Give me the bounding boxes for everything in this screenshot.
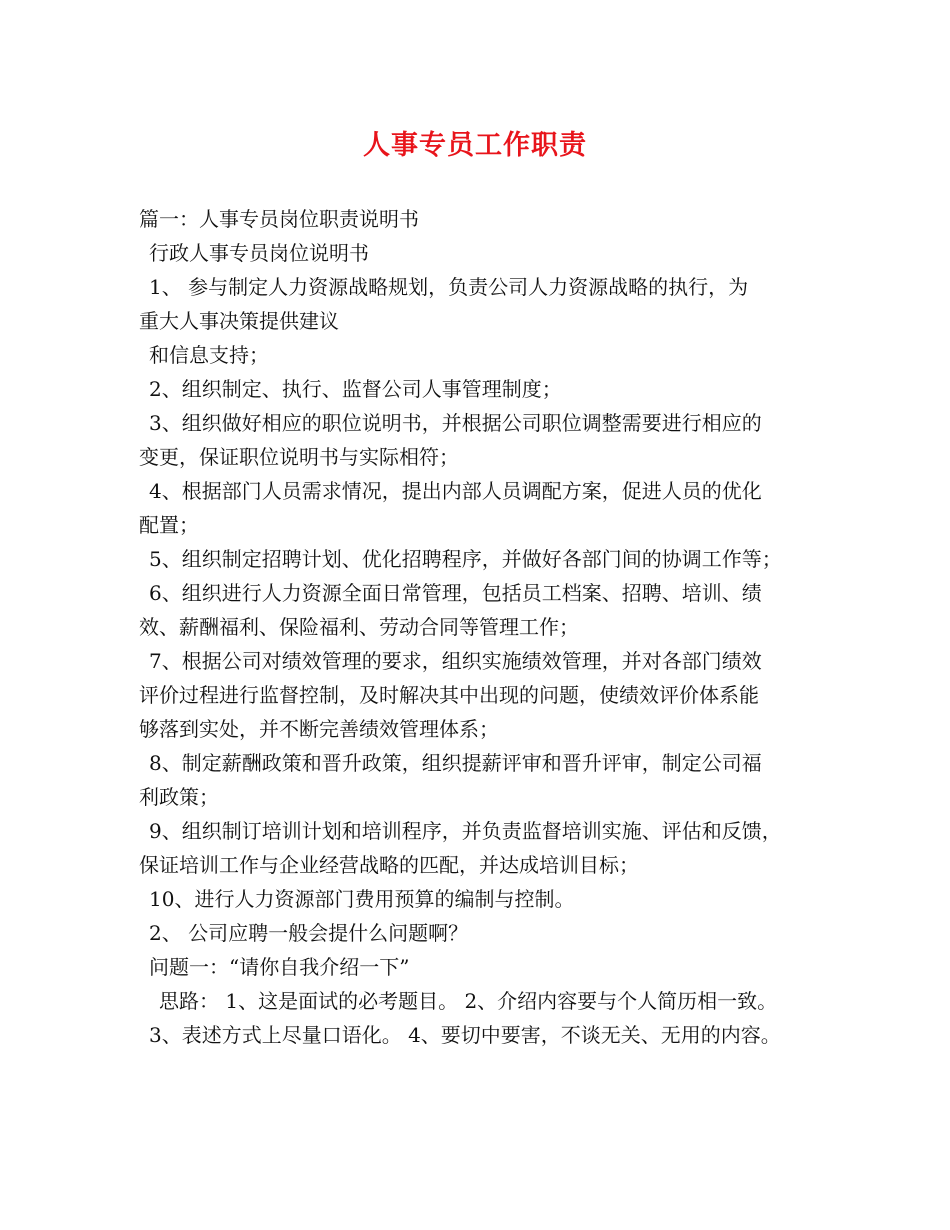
- list-item-line: 和信息支持；: [149, 343, 269, 367]
- list-item-line: 评价过程进行监督控制，及时解决其中出现的问题，使绩效评价体系能: [139, 683, 759, 707]
- subsection-heading: 行政人事专员岗位说明书: [149, 241, 369, 265]
- document-title: 人事专员工作职责: [363, 130, 587, 161]
- list-item-line: 3、组织做好相应的职位说明书，并根据公司职位调整需要进行相应的: [149, 411, 762, 435]
- list-item-line: 保证培训工作与企业经营战略的匹配，并达成培训目标；: [139, 853, 639, 877]
- list-item-line: 利政策；: [139, 785, 219, 809]
- list-item-line: 够落到实处，并不断完善绩效管理体系；: [139, 717, 499, 741]
- list-item-line: 8、制定薪酬政策和晋升政策，组织提薪评审和晋升评审，制定公司福: [149, 751, 762, 775]
- list-item-line: 9、组织制订培训计划和培训程序，并负责监督培训实施、评估和反馈，: [149, 819, 782, 843]
- list-item-line: 1、 参与制定人力资源战略规划，负责公司人力资源战略的执行，为: [149, 275, 749, 299]
- list-item-line: 10、进行人力资源部门费用预算的编制与控制。: [149, 887, 575, 911]
- list-item-line: 5、组织制定招聘计划、优化招聘程序，并做好各部门间的协调工作等；: [149, 547, 782, 571]
- list-item-line: 配置；: [139, 513, 199, 537]
- list-item-line: 效、薪酬福利、保险福利、劳动合同等管理工作；: [139, 615, 579, 639]
- list-item-line: 2、组织制定、执行、监督公司人事管理制度；: [149, 377, 562, 401]
- list-item-line: 7、根据公司对绩效管理的要求，组织实施绩效管理，并对各部门绩效: [149, 649, 762, 673]
- list-item-line: 6、组织进行人力资源全面日常管理，包括员工档案、招聘、培训、绩: [149, 581, 762, 605]
- list-item-line: 4、根据部门人员需求情况，提出内部人员调配方案，促进人员的优化: [149, 479, 762, 503]
- answer-line: 3、表述方式上尽量口语化。 4、要切中要害，不谈无关、无用的内容。: [149, 1023, 781, 1047]
- list-item-line: 变更，保证职位说明书与实际相符；: [139, 445, 459, 469]
- section-heading: 篇一：人事专员岗位职责说明书: [139, 207, 419, 231]
- document-body: [139, 202, 829, 1052]
- list-item-line: 重大人事决策提供建议: [139, 309, 339, 333]
- section-heading: 2、 公司应聘一般会提什么问题啊？: [149, 921, 469, 945]
- answer-line: 思路： 1、这是面试的必考题目。 2、介绍内容要与个人简历相一致。: [159, 989, 778, 1013]
- question-heading: 问题一：“请你自我介绍一下”: [149, 955, 410, 979]
